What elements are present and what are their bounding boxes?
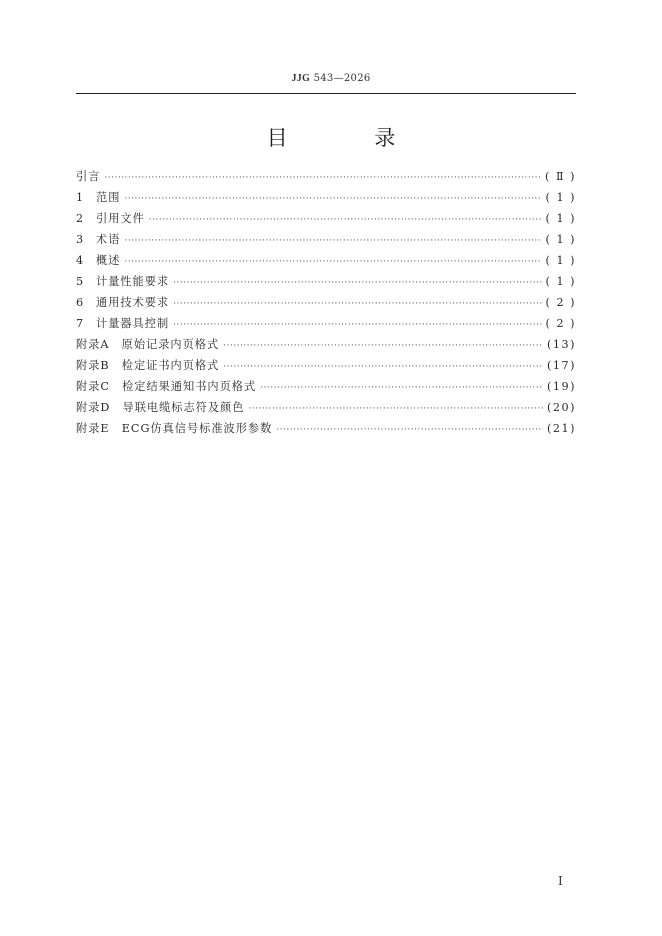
toc-entry-label: 附录B 检定证书内页格式 bbox=[76, 359, 220, 372]
toc-entry-page: (21) bbox=[547, 422, 576, 435]
toc-leader-dots bbox=[173, 294, 541, 315]
toc-entry-label: 引用文件 bbox=[96, 212, 145, 225]
toc-entry-label: 附录A 原始记录内页格式 bbox=[76, 338, 220, 351]
toc-entry-page: ( Ⅱ ) bbox=[545, 170, 576, 183]
toc-entry-metrological-requirements[interactable] bbox=[76, 271, 576, 292]
toc-leader-dots bbox=[124, 189, 541, 210]
standard-code bbox=[0, 73, 662, 84]
toc-leader-dots bbox=[260, 378, 543, 399]
toc-entry-number: 7 bbox=[76, 317, 84, 330]
header-divider bbox=[76, 93, 576, 94]
toc-entry-page: ( 1 ) bbox=[545, 233, 576, 246]
toc-entry-page: (13) bbox=[547, 338, 576, 351]
toc-entry-label: 范围 bbox=[96, 191, 121, 204]
toc-entry-label: 附录E ECG仿真信号标准波形参数 bbox=[76, 422, 273, 435]
toc-entry-page: ( 2 ) bbox=[545, 296, 576, 309]
page-number: I bbox=[558, 874, 563, 888]
toc-leader-dots bbox=[124, 252, 541, 273]
toc-entry-label: 术语 bbox=[96, 233, 121, 246]
toc-entry-number: 2 bbox=[76, 212, 84, 225]
toc-entry-page: ( 1 ) bbox=[545, 191, 576, 204]
toc-leader-dots bbox=[248, 399, 543, 420]
toc-leader-dots bbox=[124, 231, 541, 252]
toc-entry-page: ( 1 ) bbox=[545, 275, 576, 288]
toc-leader-dots bbox=[149, 210, 542, 231]
toc-entry-number: 5 bbox=[76, 275, 84, 288]
toc-entry-label: 附录D 导联电缆标志符及颜色 bbox=[76, 401, 245, 414]
toc-entry-page: (19) bbox=[547, 380, 576, 393]
toc-entry-label: 引言 bbox=[76, 170, 101, 183]
standard-number: 543—2026 bbox=[313, 73, 371, 84]
toc-entry-overview[interactable] bbox=[76, 250, 576, 271]
toc-entry-label: 附录C 检定结果通知书内页格式 bbox=[76, 380, 257, 393]
toc-entry-terms[interactable] bbox=[76, 229, 576, 250]
toc-title: 目 录 bbox=[266, 126, 436, 150]
toc-entry-label: 计量器具控制 bbox=[96, 317, 170, 330]
toc-entry-foreword[interactable] bbox=[76, 166, 576, 187]
toc-entry-page: (20) bbox=[547, 401, 576, 414]
toc-entry-label: 概述 bbox=[96, 254, 121, 267]
toc-entry-label: 计量性能要求 bbox=[96, 275, 170, 288]
toc-entry-references[interactable] bbox=[76, 208, 576, 229]
toc-entry-number: 3 bbox=[76, 233, 84, 246]
toc-entry-number: 1 bbox=[76, 191, 84, 204]
toc-entry-general-technical-requirements[interactable] bbox=[76, 292, 576, 313]
toc-leader-dots bbox=[104, 168, 541, 189]
toc-leader-dots bbox=[173, 315, 541, 336]
toc-entry-appendix-b[interactable] bbox=[76, 355, 576, 376]
toc-entry-appendix-c[interactable] bbox=[76, 376, 576, 397]
toc-leader-dots bbox=[173, 273, 541, 294]
toc-entry-page: ( 1 ) bbox=[545, 254, 576, 267]
toc-entry-instrument-control[interactable] bbox=[76, 313, 576, 334]
standard-prefix: JJG bbox=[291, 73, 311, 84]
toc-leader-dots bbox=[223, 357, 543, 378]
toc-leader-dots bbox=[223, 336, 543, 357]
toc-entry-appendix-e[interactable] bbox=[76, 418, 576, 439]
toc-entry-page: ( 1 ) bbox=[545, 212, 576, 225]
toc-entry-appendix-d[interactable] bbox=[76, 397, 576, 418]
toc-entry-page: ( 2 ) bbox=[545, 317, 576, 330]
toc-entry-appendix-a[interactable] bbox=[76, 334, 576, 355]
toc-entry-label: 通用技术要求 bbox=[96, 296, 170, 309]
toc-leader-dots bbox=[276, 420, 543, 441]
table-of-contents bbox=[76, 166, 576, 439]
toc-entry-page: (17) bbox=[547, 359, 576, 372]
toc-entry-number: 4 bbox=[76, 254, 84, 267]
toc-entry-scope[interactable] bbox=[76, 187, 576, 208]
toc-entry-number: 6 bbox=[76, 296, 84, 309]
